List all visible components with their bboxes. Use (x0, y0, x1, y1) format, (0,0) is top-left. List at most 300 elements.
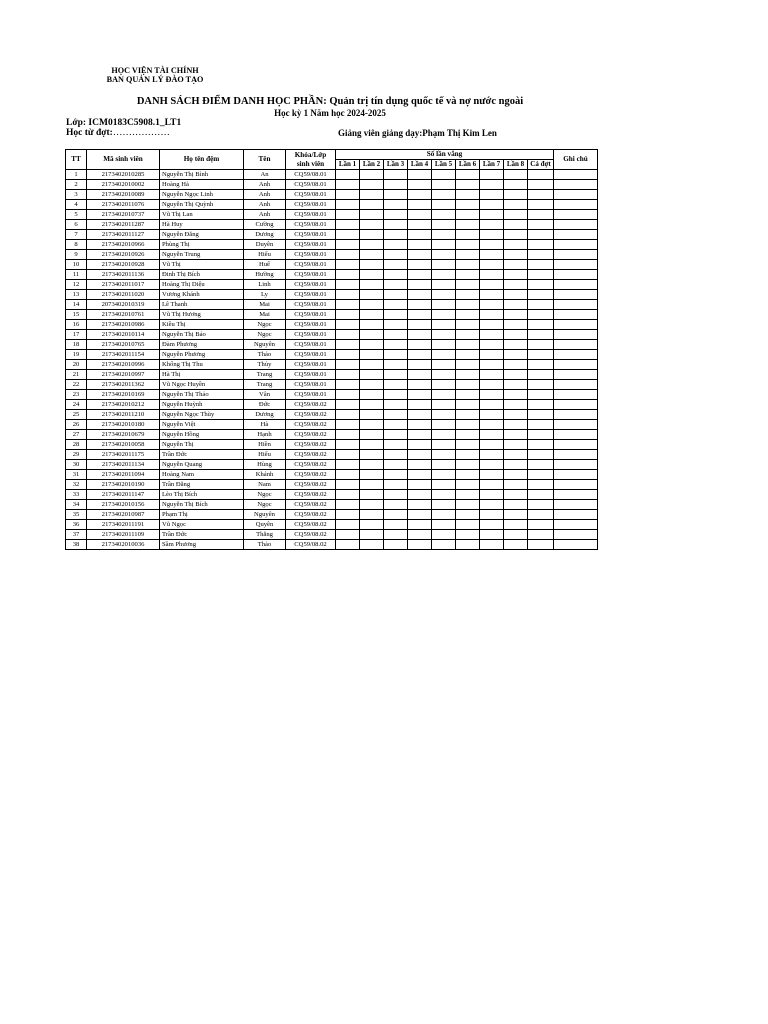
absence-cell[interactable] (480, 540, 504, 550)
absence-cell[interactable] (504, 240, 528, 250)
absence-cell[interactable] (384, 320, 408, 330)
absence-cell[interactable] (504, 530, 528, 540)
absence-cell[interactable] (360, 190, 384, 200)
absence-cell[interactable] (480, 210, 504, 220)
absence-cell[interactable] (360, 500, 384, 510)
absence-cell[interactable] (336, 410, 360, 420)
absence-cell[interactable] (456, 180, 480, 190)
absence-cell[interactable] (528, 240, 554, 250)
absence-cell[interactable] (384, 460, 408, 470)
note-cell[interactable] (554, 410, 598, 420)
absence-cell[interactable] (408, 420, 432, 430)
absence-cell[interactable] (432, 310, 456, 320)
absence-cell[interactable] (432, 320, 456, 330)
absence-cell[interactable] (408, 260, 432, 270)
absence-cell[interactable] (504, 190, 528, 200)
absence-cell[interactable] (480, 190, 504, 200)
absence-cell[interactable] (384, 200, 408, 210)
absence-cell[interactable] (504, 300, 528, 310)
note-cell[interactable] (554, 280, 598, 290)
absence-cell[interactable] (360, 250, 384, 260)
absence-cell[interactable] (360, 530, 384, 540)
absence-cell[interactable] (408, 330, 432, 340)
absence-cell[interactable] (480, 240, 504, 250)
absence-cell[interactable] (504, 280, 528, 290)
absence-cell[interactable] (456, 510, 480, 520)
absence-cell[interactable] (480, 360, 504, 370)
absence-cell[interactable] (336, 470, 360, 480)
note-cell[interactable] (554, 370, 598, 380)
absence-cell[interactable] (456, 360, 480, 370)
absence-cell[interactable] (360, 360, 384, 370)
note-cell[interactable] (554, 540, 598, 550)
note-cell[interactable] (554, 240, 598, 250)
absence-cell[interactable] (360, 400, 384, 410)
absence-cell[interactable] (456, 500, 480, 510)
absence-cell[interactable] (360, 370, 384, 380)
absence-cell[interactable] (336, 390, 360, 400)
absence-cell[interactable] (432, 220, 456, 230)
absence-cell[interactable] (360, 170, 384, 180)
note-cell[interactable] (554, 520, 598, 530)
absence-cell[interactable] (480, 400, 504, 410)
absence-cell[interactable] (360, 390, 384, 400)
absence-cell[interactable] (528, 220, 554, 230)
absence-cell[interactable] (336, 290, 360, 300)
absence-cell[interactable] (360, 270, 384, 280)
absence-cell[interactable] (432, 280, 456, 290)
note-cell[interactable] (554, 430, 598, 440)
absence-cell[interactable] (336, 510, 360, 520)
absence-cell[interactable] (480, 480, 504, 490)
absence-cell[interactable] (528, 340, 554, 350)
note-cell[interactable] (554, 310, 598, 320)
absence-cell[interactable] (504, 450, 528, 460)
absence-cell[interactable] (408, 380, 432, 390)
absence-cell[interactable] (528, 520, 554, 530)
note-cell[interactable] (554, 500, 598, 510)
absence-cell[interactable] (408, 400, 432, 410)
absence-cell[interactable] (456, 210, 480, 220)
absence-cell[interactable] (384, 240, 408, 250)
absence-cell[interactable] (336, 460, 360, 470)
absence-cell[interactable] (456, 520, 480, 530)
absence-cell[interactable] (528, 510, 554, 520)
absence-cell[interactable] (384, 520, 408, 530)
absence-cell[interactable] (432, 440, 456, 450)
absence-cell[interactable] (408, 270, 432, 280)
absence-cell[interactable] (432, 410, 456, 420)
absence-cell[interactable] (504, 370, 528, 380)
absence-cell[interactable] (432, 300, 456, 310)
absence-cell[interactable] (384, 230, 408, 240)
absence-cell[interactable] (432, 450, 456, 460)
absence-cell[interactable] (432, 460, 456, 470)
note-cell[interactable] (554, 490, 598, 500)
absence-cell[interactable] (408, 540, 432, 550)
absence-cell[interactable] (384, 470, 408, 480)
absence-cell[interactable] (408, 440, 432, 450)
absence-cell[interactable] (480, 440, 504, 450)
absence-cell[interactable] (456, 200, 480, 210)
absence-cell[interactable] (384, 270, 408, 280)
note-cell[interactable] (554, 390, 598, 400)
absence-cell[interactable] (408, 520, 432, 530)
absence-cell[interactable] (504, 460, 528, 470)
absence-cell[interactable] (384, 170, 408, 180)
absence-cell[interactable] (336, 400, 360, 410)
note-cell[interactable] (554, 420, 598, 430)
absence-cell[interactable] (408, 390, 432, 400)
absence-cell[interactable] (360, 260, 384, 270)
absence-cell[interactable] (384, 350, 408, 360)
absence-cell[interactable] (360, 310, 384, 320)
absence-cell[interactable] (408, 370, 432, 380)
absence-cell[interactable] (528, 200, 554, 210)
absence-cell[interactable] (408, 450, 432, 460)
absence-cell[interactable] (456, 380, 480, 390)
absence-cell[interactable] (336, 190, 360, 200)
absence-cell[interactable] (528, 250, 554, 260)
absence-cell[interactable] (408, 300, 432, 310)
absence-cell[interactable] (360, 420, 384, 430)
absence-cell[interactable] (504, 260, 528, 270)
absence-cell[interactable] (408, 240, 432, 250)
absence-cell[interactable] (528, 230, 554, 240)
absence-cell[interactable] (360, 490, 384, 500)
absence-cell[interactable] (456, 220, 480, 230)
absence-cell[interactable] (336, 260, 360, 270)
absence-cell[interactable] (360, 210, 384, 220)
absence-cell[interactable] (456, 540, 480, 550)
absence-cell[interactable] (432, 250, 456, 260)
absence-cell[interactable] (360, 350, 384, 360)
absence-cell[interactable] (336, 330, 360, 340)
absence-cell[interactable] (384, 250, 408, 260)
absence-cell[interactable] (504, 390, 528, 400)
absence-cell[interactable] (384, 410, 408, 420)
absence-cell[interactable] (384, 400, 408, 410)
absence-cell[interactable] (336, 340, 360, 350)
absence-cell[interactable] (408, 470, 432, 480)
absence-cell[interactable] (456, 470, 480, 480)
absence-cell[interactable] (528, 360, 554, 370)
absence-cell[interactable] (384, 220, 408, 230)
note-cell[interactable] (554, 360, 598, 370)
absence-cell[interactable] (528, 320, 554, 330)
absence-cell[interactable] (432, 290, 456, 300)
absence-cell[interactable] (408, 170, 432, 180)
absence-cell[interactable] (528, 430, 554, 440)
absence-cell[interactable] (360, 280, 384, 290)
absence-cell[interactable] (432, 510, 456, 520)
absence-cell[interactable] (480, 450, 504, 460)
absence-cell[interactable] (432, 500, 456, 510)
absence-cell[interactable] (360, 480, 384, 490)
absence-cell[interactable] (504, 470, 528, 480)
absence-cell[interactable] (336, 350, 360, 360)
absence-cell[interactable] (384, 260, 408, 270)
absence-cell[interactable] (480, 390, 504, 400)
absence-cell[interactable] (408, 410, 432, 420)
absence-cell[interactable] (456, 440, 480, 450)
absence-cell[interactable] (528, 270, 554, 280)
absence-cell[interactable] (360, 440, 384, 450)
absence-cell[interactable] (456, 480, 480, 490)
absence-cell[interactable] (360, 470, 384, 480)
absence-cell[interactable] (504, 430, 528, 440)
absence-cell[interactable] (504, 220, 528, 230)
absence-cell[interactable] (432, 390, 456, 400)
absence-cell[interactable] (408, 430, 432, 440)
note-cell[interactable] (554, 470, 598, 480)
absence-cell[interactable] (432, 470, 456, 480)
absence-cell[interactable] (408, 360, 432, 370)
absence-cell[interactable] (480, 430, 504, 440)
absence-cell[interactable] (504, 540, 528, 550)
absence-cell[interactable] (456, 250, 480, 260)
absence-cell[interactable] (456, 390, 480, 400)
absence-cell[interactable] (528, 290, 554, 300)
absence-cell[interactable] (432, 210, 456, 220)
note-cell[interactable] (554, 260, 598, 270)
absence-cell[interactable] (360, 430, 384, 440)
absence-cell[interactable] (336, 170, 360, 180)
absence-cell[interactable] (432, 360, 456, 370)
absence-cell[interactable] (408, 180, 432, 190)
absence-cell[interactable] (504, 310, 528, 320)
absence-cell[interactable] (408, 290, 432, 300)
absence-cell[interactable] (360, 520, 384, 530)
note-cell[interactable] (554, 450, 598, 460)
absence-cell[interactable] (408, 490, 432, 500)
absence-cell[interactable] (408, 210, 432, 220)
absence-cell[interactable] (480, 420, 504, 430)
note-cell[interactable] (554, 460, 598, 470)
absence-cell[interactable] (384, 490, 408, 500)
absence-cell[interactable] (504, 250, 528, 260)
absence-cell[interactable] (360, 380, 384, 390)
absence-cell[interactable] (528, 410, 554, 420)
absence-cell[interactable] (336, 270, 360, 280)
absence-cell[interactable] (408, 500, 432, 510)
absence-cell[interactable] (360, 290, 384, 300)
absence-cell[interactable] (480, 320, 504, 330)
absence-cell[interactable] (528, 400, 554, 410)
absence-cell[interactable] (336, 520, 360, 530)
note-cell[interactable] (554, 180, 598, 190)
absence-cell[interactable] (432, 200, 456, 210)
note-cell[interactable] (554, 400, 598, 410)
absence-cell[interactable] (456, 230, 480, 240)
absence-cell[interactable] (360, 450, 384, 460)
absence-cell[interactable] (456, 420, 480, 430)
absence-cell[interactable] (504, 420, 528, 430)
absence-cell[interactable] (432, 420, 456, 430)
absence-cell[interactable] (504, 380, 528, 390)
absence-cell[interactable] (384, 420, 408, 430)
absence-cell[interactable] (480, 220, 504, 230)
absence-cell[interactable] (504, 510, 528, 520)
note-cell[interactable] (554, 220, 598, 230)
absence-cell[interactable] (456, 330, 480, 340)
absence-cell[interactable] (528, 330, 554, 340)
absence-cell[interactable] (480, 200, 504, 210)
absence-cell[interactable] (504, 480, 528, 490)
absence-cell[interactable] (504, 200, 528, 210)
note-cell[interactable] (554, 290, 598, 300)
absence-cell[interactable] (528, 170, 554, 180)
absence-cell[interactable] (480, 330, 504, 340)
absence-cell[interactable] (480, 470, 504, 480)
absence-cell[interactable] (384, 360, 408, 370)
absence-cell[interactable] (528, 480, 554, 490)
absence-cell[interactable] (480, 300, 504, 310)
absence-cell[interactable] (432, 270, 456, 280)
absence-cell[interactable] (408, 200, 432, 210)
absence-cell[interactable] (480, 280, 504, 290)
absence-cell[interactable] (504, 500, 528, 510)
note-cell[interactable] (554, 530, 598, 540)
absence-cell[interactable] (384, 310, 408, 320)
absence-cell[interactable] (336, 240, 360, 250)
absence-cell[interactable] (384, 390, 408, 400)
absence-cell[interactable] (456, 460, 480, 470)
absence-cell[interactable] (360, 200, 384, 210)
absence-cell[interactable] (480, 380, 504, 390)
absence-cell[interactable] (408, 350, 432, 360)
absence-cell[interactable] (384, 430, 408, 440)
absence-cell[interactable] (456, 170, 480, 180)
absence-cell[interactable] (360, 300, 384, 310)
absence-cell[interactable] (456, 260, 480, 270)
absence-cell[interactable] (408, 320, 432, 330)
absence-cell[interactable] (528, 440, 554, 450)
absence-cell[interactable] (336, 310, 360, 320)
absence-cell[interactable] (432, 530, 456, 540)
absence-cell[interactable] (528, 500, 554, 510)
absence-cell[interactable] (336, 450, 360, 460)
absence-cell[interactable] (528, 190, 554, 200)
absence-cell[interactable] (528, 280, 554, 290)
absence-cell[interactable] (456, 340, 480, 350)
absence-cell[interactable] (456, 400, 480, 410)
absence-cell[interactable] (408, 510, 432, 520)
absence-cell[interactable] (408, 340, 432, 350)
absence-cell[interactable] (480, 170, 504, 180)
absence-cell[interactable] (360, 320, 384, 330)
absence-cell[interactable] (528, 420, 554, 430)
absence-cell[interactable] (432, 330, 456, 340)
absence-cell[interactable] (360, 230, 384, 240)
absence-cell[interactable] (360, 460, 384, 470)
absence-cell[interactable] (360, 220, 384, 230)
absence-cell[interactable] (528, 470, 554, 480)
absence-cell[interactable] (384, 440, 408, 450)
absence-cell[interactable] (408, 530, 432, 540)
absence-cell[interactable] (504, 400, 528, 410)
absence-cell[interactable] (384, 500, 408, 510)
absence-cell[interactable] (432, 490, 456, 500)
absence-cell[interactable] (504, 320, 528, 330)
absence-cell[interactable] (480, 410, 504, 420)
absence-cell[interactable] (504, 230, 528, 240)
absence-cell[interactable] (336, 480, 360, 490)
absence-cell[interactable] (384, 340, 408, 350)
note-cell[interactable] (554, 270, 598, 280)
absence-cell[interactable] (336, 360, 360, 370)
absence-cell[interactable] (336, 490, 360, 500)
absence-cell[interactable] (456, 290, 480, 300)
absence-cell[interactable] (432, 370, 456, 380)
absence-cell[interactable] (504, 270, 528, 280)
absence-cell[interactable] (384, 370, 408, 380)
note-cell[interactable] (554, 510, 598, 520)
absence-cell[interactable] (528, 260, 554, 270)
absence-cell[interactable] (528, 540, 554, 550)
absence-cell[interactable] (384, 290, 408, 300)
absence-cell[interactable] (432, 230, 456, 240)
absence-cell[interactable] (408, 480, 432, 490)
absence-cell[interactable] (504, 210, 528, 220)
absence-cell[interactable] (336, 500, 360, 510)
absence-cell[interactable] (456, 240, 480, 250)
absence-cell[interactable] (384, 330, 408, 340)
absence-cell[interactable] (360, 330, 384, 340)
absence-cell[interactable] (432, 380, 456, 390)
absence-cell[interactable] (384, 180, 408, 190)
absence-cell[interactable] (480, 500, 504, 510)
absence-cell[interactable] (456, 270, 480, 280)
absence-cell[interactable] (360, 410, 384, 420)
absence-cell[interactable] (456, 190, 480, 200)
note-cell[interactable] (554, 480, 598, 490)
absence-cell[interactable] (408, 250, 432, 260)
absence-cell[interactable] (336, 280, 360, 290)
absence-cell[interactable] (504, 520, 528, 530)
absence-cell[interactable] (456, 320, 480, 330)
absence-cell[interactable] (480, 270, 504, 280)
absence-cell[interactable] (480, 350, 504, 360)
note-cell[interactable] (554, 340, 598, 350)
absence-cell[interactable] (384, 540, 408, 550)
absence-cell[interactable] (480, 290, 504, 300)
absence-cell[interactable] (528, 460, 554, 470)
absence-cell[interactable] (432, 350, 456, 360)
note-cell[interactable] (554, 380, 598, 390)
absence-cell[interactable] (528, 380, 554, 390)
absence-cell[interactable] (480, 510, 504, 520)
absence-cell[interactable] (384, 380, 408, 390)
absence-cell[interactable] (336, 530, 360, 540)
absence-cell[interactable] (480, 260, 504, 270)
absence-cell[interactable] (504, 180, 528, 190)
absence-cell[interactable] (480, 340, 504, 350)
absence-cell[interactable] (336, 320, 360, 330)
absence-cell[interactable] (384, 530, 408, 540)
note-cell[interactable] (554, 300, 598, 310)
absence-cell[interactable] (528, 390, 554, 400)
absence-cell[interactable] (432, 480, 456, 490)
absence-cell[interactable] (336, 430, 360, 440)
note-cell[interactable] (554, 330, 598, 340)
absence-cell[interactable] (336, 180, 360, 190)
note-cell[interactable] (554, 200, 598, 210)
absence-cell[interactable] (480, 370, 504, 380)
absence-cell[interactable] (384, 210, 408, 220)
absence-cell[interactable] (408, 310, 432, 320)
note-cell[interactable] (554, 320, 598, 330)
